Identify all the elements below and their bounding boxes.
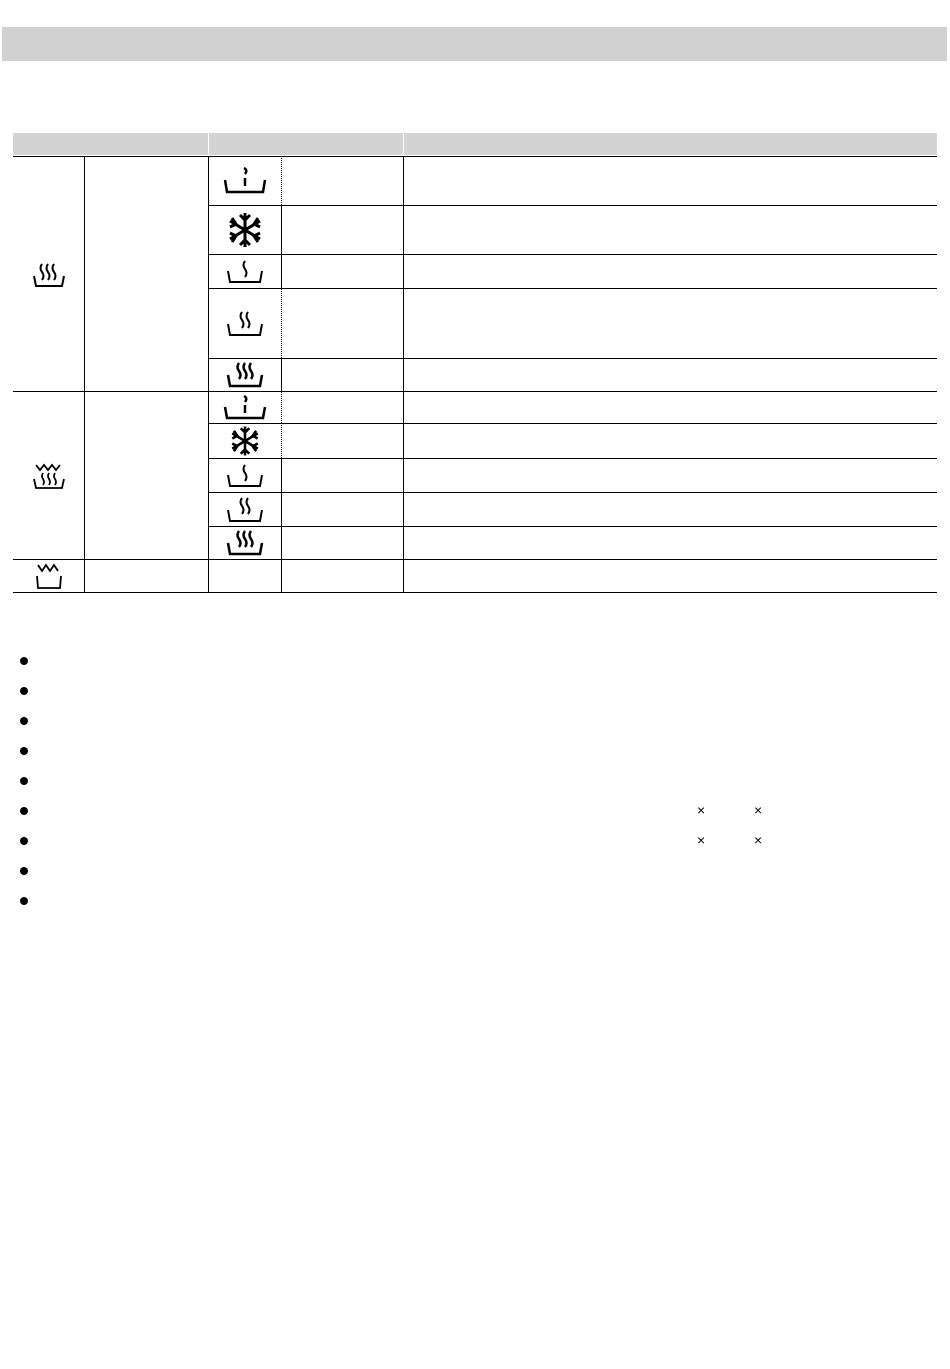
- bullet-icon: [20, 747, 28, 755]
- list-item: [20, 712, 930, 734]
- steam-medium-icon: [209, 493, 281, 526]
- microwave-bowl-icon: [13, 560, 84, 592]
- description-text: [409, 560, 933, 592]
- setting-text: [287, 255, 399, 288]
- steam-low-icon: [209, 459, 281, 492]
- bullet-icon: [20, 687, 28, 695]
- list-item: [20, 832, 930, 854]
- description-text: [409, 157, 933, 205]
- steam-high-icon: [209, 527, 281, 559]
- section-title-bar: [2, 27, 947, 61]
- times-symbol: ×: [697, 802, 706, 818]
- bullet-icon: [20, 837, 28, 845]
- bullet-icon: [20, 897, 28, 905]
- mode-label-combi: [89, 392, 205, 559]
- description-text: [409, 206, 933, 254]
- bullet-icon: [20, 717, 28, 725]
- list-item: [20, 652, 930, 674]
- description-text: [409, 255, 933, 288]
- bullet-icon: [20, 777, 28, 785]
- description-text: [409, 424, 933, 458]
- snowflake-icon: [209, 206, 281, 254]
- table-header-setting: [209, 133, 403, 155]
- bullet-icon: [20, 657, 28, 665]
- grill-heat-icon: [13, 156, 84, 391]
- times-symbol: ×: [754, 802, 763, 818]
- setting-text: [287, 560, 399, 592]
- description-text: [409, 359, 933, 391]
- list-item: [20, 772, 930, 794]
- steam-medium-icon: [209, 289, 281, 358]
- description-text: [409, 392, 933, 423]
- setting-text: [287, 424, 399, 458]
- bullet-icon: [20, 807, 28, 815]
- defrost-drip-icon: [209, 392, 281, 423]
- description-text: [409, 459, 933, 492]
- snowflake-icon: [209, 424, 281, 458]
- times-symbol: ×: [697, 832, 706, 848]
- setting-text: [287, 527, 399, 559]
- list-item: [20, 682, 930, 704]
- steam-low-icon: [209, 255, 281, 288]
- setting-text: [287, 459, 399, 492]
- setting-text: [287, 157, 399, 205]
- setting-text: [287, 206, 399, 254]
- setting-text: [287, 493, 399, 526]
- table-header-description: [404, 133, 937, 155]
- list-item: [20, 742, 930, 764]
- times-symbol: ×: [754, 832, 763, 848]
- description-text: [409, 493, 933, 526]
- setting-text: [287, 359, 399, 391]
- steam-high-icon: [209, 359, 281, 391]
- description-text: [409, 289, 933, 358]
- mode-label-grill: [89, 156, 205, 391]
- mode-label-microwave: [89, 560, 205, 592]
- list-item: [20, 862, 930, 884]
- combi-microwave-steam-icon: [13, 392, 84, 559]
- setting-text: [287, 392, 399, 423]
- defrost-drip-icon: [209, 157, 281, 205]
- description-text: [409, 527, 933, 559]
- list-item: [20, 892, 930, 914]
- bullet-icon: [20, 867, 28, 875]
- cooking-modes-table: [13, 133, 937, 593]
- list-item: [20, 802, 930, 824]
- setting-text: [287, 289, 399, 358]
- table-header-mode: [13, 133, 208, 155]
